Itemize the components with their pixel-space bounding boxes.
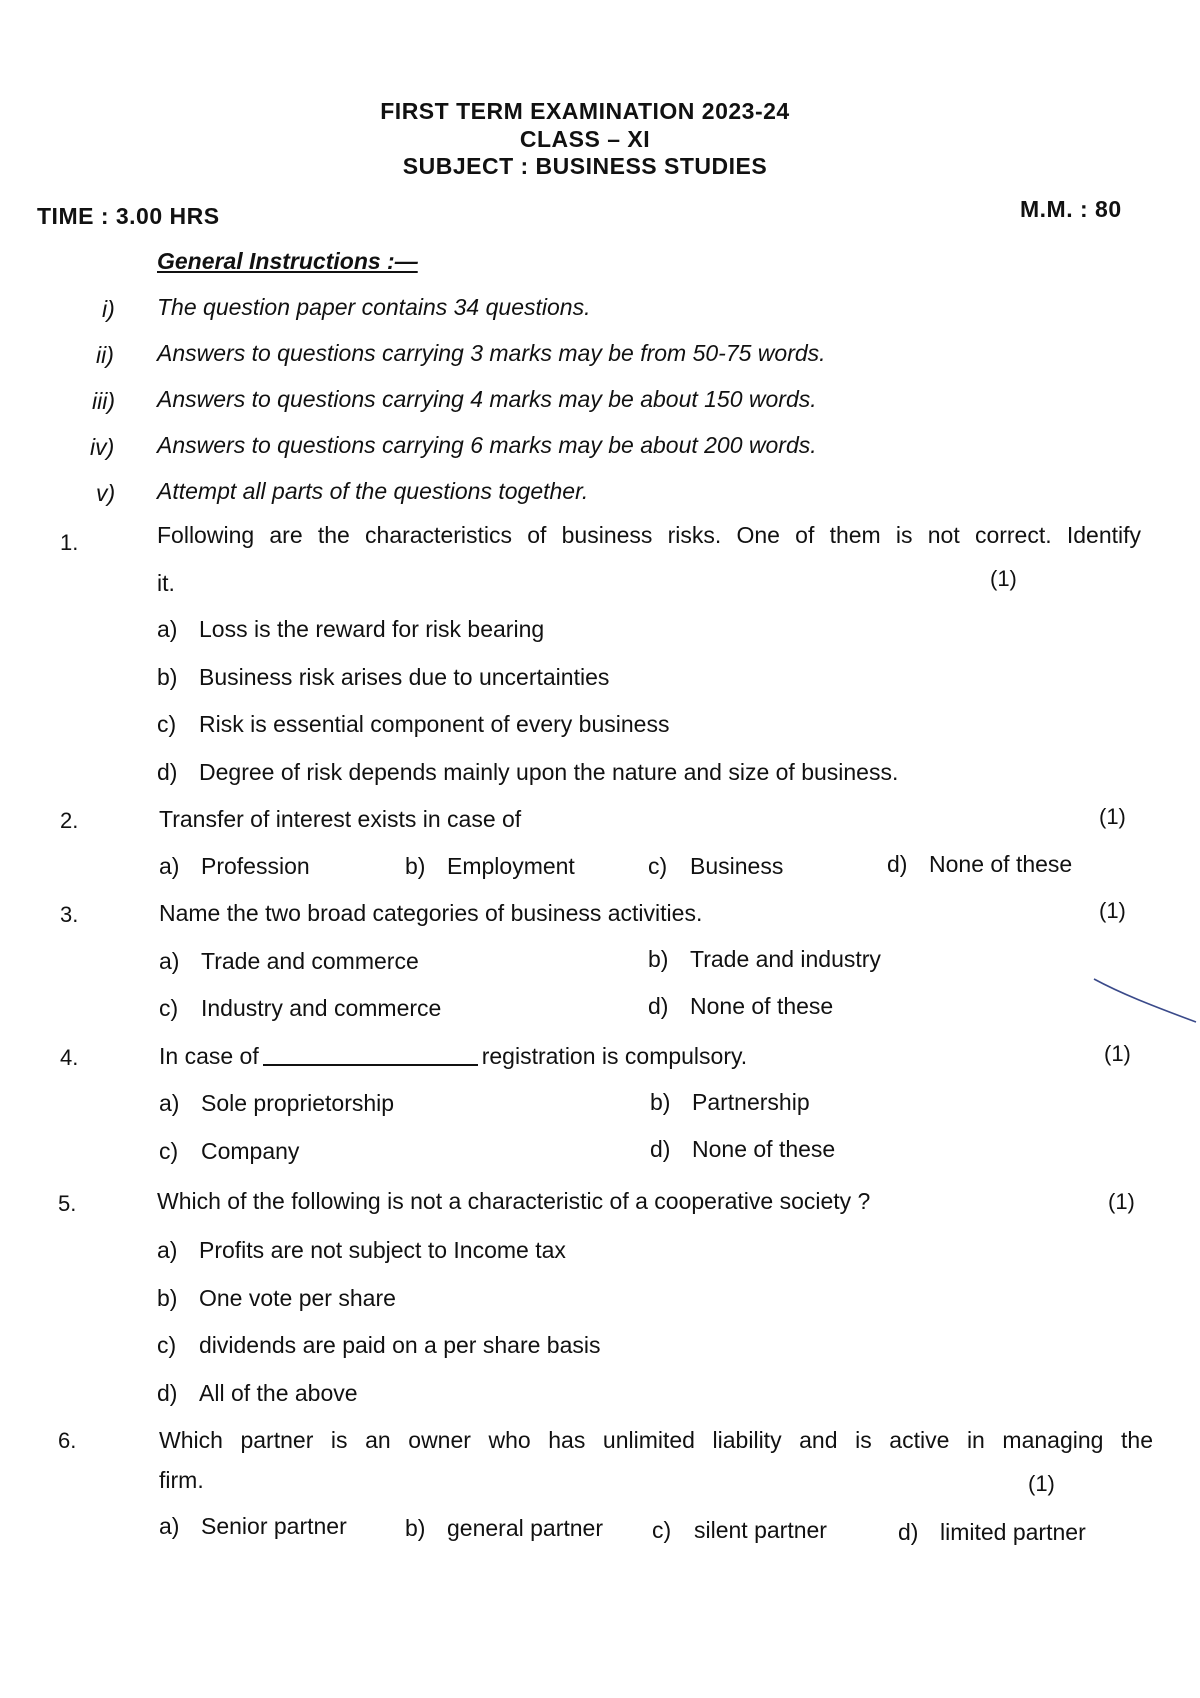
question-text-after-blank: registration is compulsory. — [481, 1043, 748, 1069]
instruction-number: i) — [102, 296, 115, 322]
option-text: Senior partner — [201, 1513, 347, 1539]
time-allowed: TIME : 3.00 HRS — [37, 203, 220, 229]
instruction-text: The question paper contains 34 questions. — [157, 294, 591, 320]
option-text: Industry and commerce — [201, 995, 442, 1021]
option-label: d) — [898, 1519, 919, 1545]
option-text: general partner — [447, 1515, 603, 1541]
fill-in-blank — [263, 1064, 478, 1066]
question-text: Which partner is an owner who has unlimited liability and is active in managing the — [159, 1427, 1153, 1453]
question-number: 6. — [58, 1428, 77, 1453]
instruction-number: ii) — [96, 342, 114, 368]
option-text: silent partner — [694, 1517, 827, 1543]
instruction-number: v) — [96, 480, 116, 506]
question-marks: (1) — [1099, 898, 1126, 923]
option-a — [159, 1513, 347, 1540]
option-text: Trade and commerce — [201, 948, 419, 974]
question-marks: (1) — [990, 566, 1017, 591]
instruction-number: iv) — [90, 434, 115, 460]
option-a — [159, 853, 310, 880]
option-text: Trade and industry — [690, 946, 881, 972]
option-text: Business risk arises due to uncertainties — [199, 664, 610, 690]
option-label: d) — [157, 1380, 178, 1406]
question-marks: (1) — [1099, 804, 1126, 829]
question-marks: (1) — [1104, 1041, 1131, 1066]
option-text: Company — [201, 1138, 300, 1164]
question-text: Which of the following is not a characteristic of a cooperative society ? — [157, 1188, 871, 1214]
option-c — [648, 853, 783, 880]
option-d — [648, 993, 833, 1020]
option-c — [157, 1332, 600, 1359]
option-b — [157, 1285, 396, 1312]
option-text: Degree of risk depends mainly upon the nature and size of business. — [199, 759, 899, 785]
option-text: None of these — [692, 1136, 836, 1162]
option-b — [648, 946, 881, 973]
option-label: c) — [157, 711, 177, 737]
option-label: c) — [159, 995, 179, 1021]
question-number: 2. — [60, 808, 79, 833]
option-label: a) — [159, 1090, 180, 1116]
option-text: dividends are paid on a per share basis — [199, 1332, 601, 1358]
option-label: a) — [159, 948, 180, 974]
option-text: Profits are not subject to Income tax — [199, 1237, 566, 1263]
option-label: d) — [887, 851, 908, 877]
max-marks: M.M. : 80 — [1020, 196, 1122, 222]
option-label: d) — [157, 759, 178, 785]
question-text-continued: firm. — [159, 1467, 204, 1493]
option-label: a) — [159, 853, 180, 879]
option-text: None of these — [690, 993, 834, 1019]
instruction-text: Answers to questions carrying 3 marks may be from 50-75 words. — [157, 340, 826, 366]
option-label: a) — [157, 616, 178, 642]
option-label: b) — [648, 946, 669, 972]
option-label: b) — [157, 1285, 178, 1311]
instruction-text: Answers to questions carrying 4 marks may be about 150 words. — [157, 386, 817, 412]
option-text: Sole proprietorship — [201, 1090, 395, 1116]
option-text: Profession — [201, 853, 310, 879]
option-text: None of these — [929, 851, 1073, 877]
option-a — [159, 1090, 394, 1117]
option-c — [157, 711, 669, 738]
instruction-number: iii) — [92, 388, 115, 414]
option-a — [157, 616, 544, 643]
option-label: c) — [159, 1138, 179, 1164]
question-text-before-blank: In case of — [159, 1043, 259, 1069]
option-a — [157, 1237, 566, 1264]
instruction-text: Answers to questions carrying 6 marks may be about 200 words. — [157, 432, 817, 458]
option-label: d) — [650, 1136, 671, 1162]
option-text: Employment — [447, 853, 575, 879]
option-text: Risk is essential component of every business — [199, 711, 670, 737]
option-c — [159, 995, 441, 1022]
option-label: b) — [405, 1515, 426, 1541]
question-text: Name the two broad categories of business activities. — [159, 900, 703, 926]
option-text: All of the above — [199, 1380, 358, 1406]
option-c — [652, 1517, 827, 1544]
question-text: Transfer of interest exists in case of — [159, 806, 522, 832]
question-text-continued: it. — [157, 570, 175, 596]
option-text: Partnership — [692, 1089, 810, 1115]
question-text: Following are the characteristics of business risks. One of them is not correct. Identify — [157, 522, 1141, 548]
option-label: c) — [652, 1517, 672, 1543]
class-line: CLASS – XI — [519, 126, 651, 152]
option-d — [898, 1519, 1086, 1546]
option-text: limited partner — [940, 1519, 1086, 1545]
question-text — [159, 1043, 747, 1070]
pen-mark — [1090, 965, 1200, 1025]
option-b — [157, 664, 609, 691]
option-text: Loss is the reward for risk bearing — [199, 616, 545, 642]
question-number: 1. — [60, 530, 79, 555]
question-number: 3. — [60, 902, 79, 927]
option-c — [159, 1138, 299, 1165]
option-d — [157, 759, 898, 786]
option-d — [157, 1380, 358, 1407]
question-number: 4. — [60, 1045, 79, 1070]
option-text: Business — [690, 853, 784, 879]
option-text: One vote per share — [199, 1285, 396, 1311]
question-number: 5. — [58, 1191, 77, 1216]
option-label: b) — [405, 853, 426, 879]
option-label: a) — [157, 1237, 178, 1263]
question-marks: (1) — [1028, 1471, 1055, 1496]
option-b — [650, 1089, 810, 1116]
option-label: d) — [648, 993, 669, 1019]
exam-title: FIRST TERM EXAMINATION 2023-24 — [380, 98, 790, 124]
question-marks: (1) — [1108, 1189, 1135, 1214]
instructions-title: General Instructions :— — [157, 248, 418, 274]
option-label: c) — [157, 1332, 177, 1358]
option-label: c) — [648, 853, 668, 879]
option-d — [650, 1136, 835, 1163]
option-b — [405, 1515, 603, 1542]
option-label: b) — [650, 1089, 671, 1115]
option-a — [159, 948, 419, 975]
option-label: a) — [159, 1513, 180, 1539]
option-d — [887, 851, 1072, 878]
option-label: b) — [157, 664, 178, 690]
option-b — [405, 853, 575, 880]
subject-line: SUBJECT : BUSINESS STUDIES — [402, 153, 768, 179]
instruction-text: Attempt all parts of the questions together. — [157, 478, 589, 504]
